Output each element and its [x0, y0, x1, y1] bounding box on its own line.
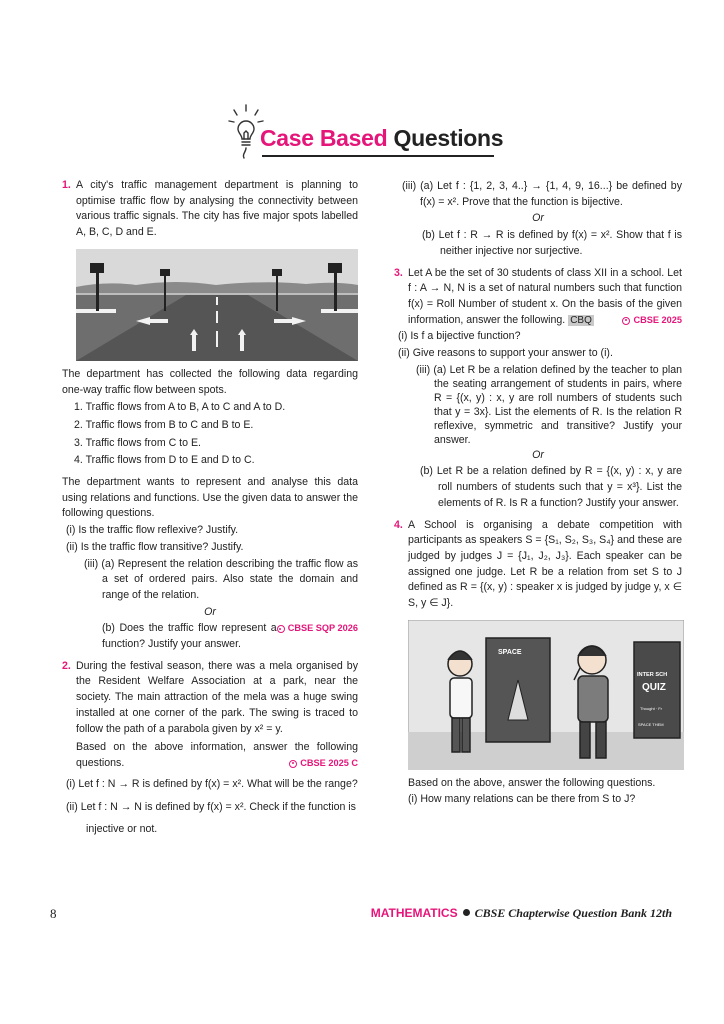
- poster-inter-text: INTER SCH: [637, 671, 668, 678]
- question-2-part-ii: (ii) Let f : N → N is defined by f(x) = x². Check if the function is injective or not.: [66, 800, 356, 835]
- page-number: 8: [50, 906, 57, 921]
- question-2-part-iii-a: (iii) (a) Let f : {1, 2, 3, 4..} → {1, 4, 9, 16...} be defined by f(x) = x². Prove that the function is bijective.: [402, 180, 682, 208]
- question-2: [62, 659, 358, 772]
- question-1: [62, 178, 358, 241]
- question-2-part-i: (i) Let f : N → R is defined by f(x) = x². What will be the range?: [66, 777, 358, 790]
- target-icon: [289, 760, 297, 768]
- question-number: 3.: [394, 266, 403, 279]
- question-intro: During the festival season, there was a mela organised by the Resident Welfare Association at a park, near the society. The main attraction of the mela was a huge swing installed at one corner of the park. The swing is traced to follow the path of a parabola given by x² = y.: [76, 659, 358, 735]
- target-icon: [277, 625, 285, 633]
- question-3-part-iii-b: (b) Let R be a relation defined by R = {(x, y) : x, y are roll numbers of students such that y = x³}. List the elements of R. Is R a function? Justify your answer.: [420, 465, 682, 509]
- right-column: [394, 178, 682, 809]
- source-tag-label: CBSE 2025: [633, 314, 682, 325]
- question-1-part-iii-b: [62, 621, 358, 652]
- source-tag: [289, 756, 358, 772]
- traffic-intersection-image: [76, 249, 358, 361]
- lightbulb-icon: [228, 103, 264, 159]
- question-3-part-ii: (ii) Give reasons to support your answer to (i).: [398, 347, 613, 360]
- question-1-task: The department wants to represent and analyse this data using relations and functions. Use the given data to answer the following questions.: [62, 476, 358, 520]
- question-3-part-iii-a: (iii) (a) Let R be a relation defined by the teacher to plan the seating arrangement of students in pairs, where R = {(x, y) : x, y are roll numbers of students such that y = 3x}. List the elements of R. Is the relation R reflexive, symmetric and transitive? Justify your answer.: [416, 363, 682, 446]
- question-number: 1.: [62, 179, 71, 191]
- or-divider: Or: [204, 605, 216, 618]
- title-accent: Case Based: [260, 125, 388, 151]
- poster-space-text: SPACE: [498, 648, 522, 656]
- source-tag-label: CBSE 2025 C: [300, 757, 358, 768]
- question-1-part-i: (i) Is the traffic flow reflexive? Justify.: [66, 524, 239, 537]
- target-icon: [622, 317, 630, 325]
- bullet-icon: [463, 909, 470, 916]
- question-2-task: [76, 740, 358, 771]
- footer-book-info: [371, 906, 672, 921]
- source-tag: [622, 313, 682, 329]
- traffic-flow-list: [62, 400, 358, 469]
- or-divider: Or: [532, 212, 544, 225]
- question-4: [394, 518, 682, 612]
- footer-book-title: CBSE Chapterwise Question Bank 12th: [474, 906, 672, 920]
- question-2-task-text: Based on the above information, answer the following questions.: [76, 741, 358, 769]
- list-item: 2. Traffic flows from B to C and B to E.: [74, 418, 254, 431]
- question-1-part-iii-a: (iii) (a) Represent the relation describing the traffic flow as a set of ordered pairs. Also state the domain and range of the relation.: [84, 557, 358, 601]
- question-1-data-intro: The department has collected the following data regarding one-way traffic flow between spots.: [62, 367, 358, 396]
- question-4-task: Based on the above, answer the following questions.: [408, 776, 656, 789]
- poster-thought-text: Thought · Fr: [640, 705, 663, 711]
- left-column: [62, 178, 358, 841]
- question-3-part-i: (i) Is f a bijective function?: [398, 330, 521, 343]
- question-number: 2.: [62, 659, 71, 672]
- list-item: 3. Traffic flows from C to E.: [74, 436, 201, 449]
- source-tag-label: CBSE SQP 2026: [287, 623, 358, 634]
- source-tag: [277, 621, 358, 637]
- debate-competition-image: [408, 620, 684, 770]
- page-title: [260, 125, 503, 152]
- question-4-part-i: (i) How many relations can be there from S to J?: [408, 793, 636, 806]
- question-1-part-ii: (ii) Is the traffic flow transitive? Justify.: [66, 540, 244, 553]
- page-footer: [0, 904, 724, 928]
- title-main: Questions: [393, 125, 504, 151]
- question-1-part-iii-b-text: (b) Does the traffic flow represent a function? Justify your answer.: [102, 622, 277, 651]
- question-intro: A city's traffic management department is planning to optimise traffic flow by analysing the connectivity between various traffic signals. The city has five major spots labelled A, B, C, D and E.: [76, 179, 358, 239]
- question-intro: A School is organising a debate competition with participants as speakers S = {S₁, S₂, S₃, S₄} and these are judged by judges J = {J₁, J₂, J₃}. Each speaker can be assigned one judge. Let R be a relation from set S to J defined as R = {(x, y) : speaker x is judged by judge y, x ∈ S, y ∈ J}.: [408, 518, 682, 610]
- poster-quiz-text: QUIZ: [642, 681, 666, 693]
- title-underline: [262, 155, 494, 157]
- question-number: 4.: [394, 518, 403, 531]
- question-intro: [408, 266, 682, 329]
- section-header: [0, 103, 724, 163]
- list-item: 4. Traffic flows from D to E and D to C.: [74, 454, 255, 467]
- cbq-badge: CBQ: [570, 314, 592, 326]
- question-intro-text: Let A be the set of 30 students of class XII in a school. Let f : A → N, N is a set of natural numbers such that function f(x) = Roll Number of student x. On the basis of the given information, answer the following.: [408, 266, 682, 326]
- or-divider: Or: [532, 448, 544, 461]
- question-2-part-iii-b: (b) Let f : R → R is defined by f(x) = x². Show that f is neither injective nor surjective.: [422, 229, 682, 257]
- footer-subject: MATHEMATICS: [370, 906, 458, 920]
- poster-space-theme-text: SPACE THEM: [638, 721, 664, 727]
- list-item: 1. Traffic flows from A to B, A to C and A to D.: [74, 401, 286, 414]
- question-3: [394, 266, 682, 329]
